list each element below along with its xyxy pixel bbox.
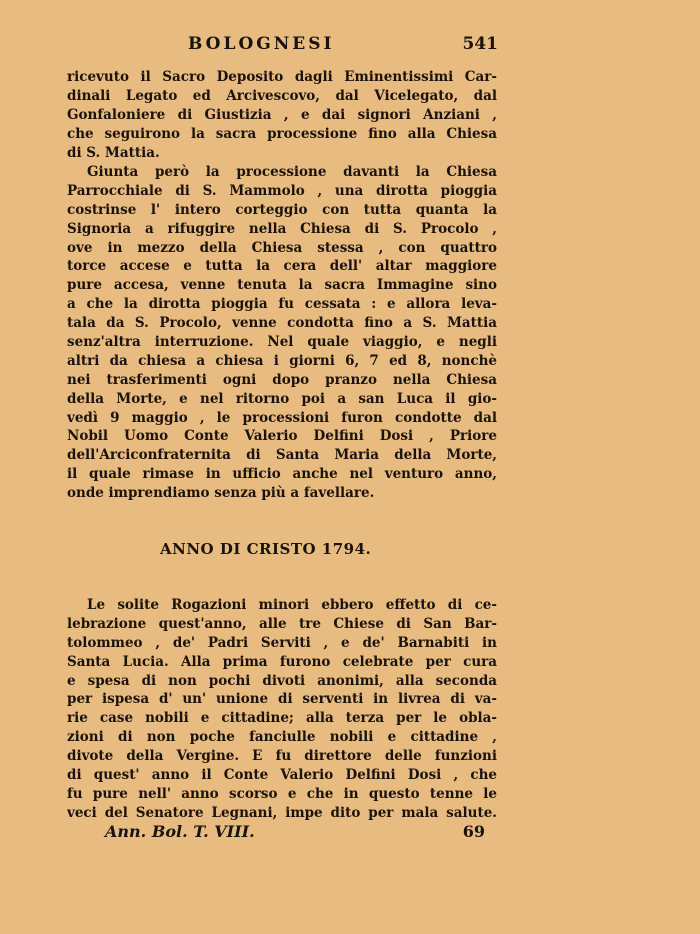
text-line: Signoria a rifuggire nella Chiesa di S. Procolo , [67, 220, 497, 237]
signature-mark: Ann. Bol. T. VIII. [105, 822, 255, 841]
text-line: ove in mezzo della Chiesa stessa , con quattro [67, 239, 497, 256]
text-line: a che la dirotta pioggia fu cessata : e allora leva- [67, 296, 497, 313]
text-line: torce accese e tutta la cera dell' altar maggiore [67, 258, 497, 275]
text-line: Nobil Uomo Conte Valerio Delfini Dosi , Priore [67, 428, 497, 445]
text-line: lebrazione quest'anno, alle tre Chiese di San Bar- [67, 615, 497, 632]
text-line: vedì 9 maggio , le processioni furon condotte dal [67, 409, 497, 426]
text-line: onde imprendiamo senza più a favellare. [67, 485, 375, 502]
text-line: pure accesa, venne tenuta la sacra Immagine sino [67, 277, 497, 294]
page-header [68, 34, 498, 58]
page-number: 541 [462, 34, 498, 54]
text-line: senz'altra interruzione. Nel quale viaggio, e negli [67, 334, 497, 351]
text-line: divote della Vergine. E fu direttore delle funzioni [67, 748, 497, 765]
text-line: di quest' anno il Conte Valerio Delfini Dosi , che [67, 767, 497, 784]
text-line: Gonfaloniere di Giustizia , e dai signori Anziani , [67, 106, 497, 123]
text-line: Le solite Rogazioni minori ebbero effetto di ce- [87, 597, 497, 613]
text-line: di S. Mattia. [67, 144, 160, 161]
text-line: nei trasferimenti ogni dopo pranzo nella Chiesa [67, 371, 497, 388]
page-footer [105, 822, 495, 844]
text-line: il quale rimase in ufficio anche nel venturo anno, [67, 466, 497, 483]
running-title: BOLOGNESI [188, 34, 335, 54]
text-line: altri da chiesa a chiesa i giorni 6, 7 ed 8, nonchè [67, 352, 497, 369]
text-line: tolommeo , de' Padri Serviti , e de' Barnabiti in [67, 634, 497, 651]
text-line: che seguirono la sacra processione fino alla Chiesa [67, 125, 497, 142]
paragraph-continuation [67, 68, 497, 162]
text-line: fu pure nell' anno scorso e che in questo tenne le [67, 785, 497, 802]
paragraph-rogations [67, 596, 497, 823]
text-line: dell'Arciconfraternita di Santa Maria della Morte, [67, 447, 497, 464]
text-line: ricevuto il Sacro Deposito dagli Eminentissimi Car- [67, 69, 497, 85]
sheet-number: 69 [462, 822, 485, 841]
text-line: costrinse l' intero corteggio con tutta quanta la [67, 201, 497, 218]
text-line: Parrocchiale di S. Mammolo , una dirotta pioggia [67, 182, 497, 199]
text-line: tala da S. Procolo, venne condotta fino a S. Mattia [67, 315, 497, 332]
text-line: veci del Senatore Legnani, impe dito per mala salute. [67, 804, 497, 821]
text-line: rie case nobili e cittadine; alla terza per le obla- [67, 710, 497, 727]
text-line: e spesa di non pochi divoti anonimi, alla seconda [67, 672, 497, 689]
section-heading: ANNO DI CRISTO 1794. [160, 540, 372, 558]
paragraph-procession [67, 163, 497, 503]
text-line: della Morte, e nel ritorno poi a san Luca il gio- [67, 390, 497, 407]
text-line: dinali Legato ed Arcivescovo, dal Vicelegato, dal [67, 87, 497, 104]
text-line: zioni di non poche fanciulle nobili e cittadine , [67, 729, 497, 746]
text-line: Santa Lucia. Alla prima furono celebrate per cura [67, 653, 497, 670]
text-line: Giunta però la processione davanti la Chiesa [87, 164, 497, 180]
text-line: per ispesa d' un' unione di serventi in livrea di va- [67, 691, 497, 708]
